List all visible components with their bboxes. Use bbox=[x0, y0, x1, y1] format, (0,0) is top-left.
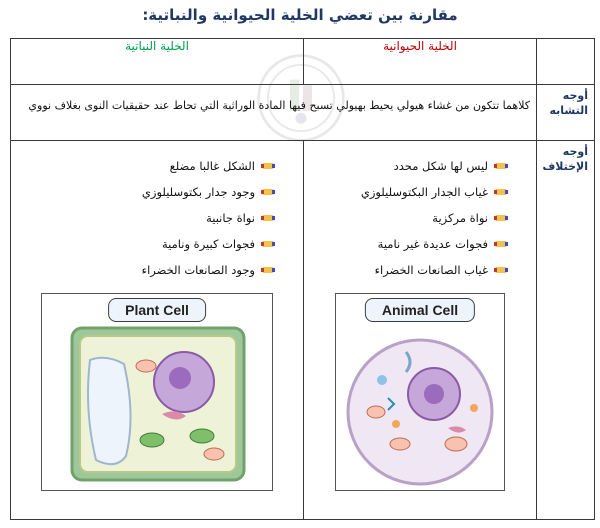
animal-features-list bbox=[304, 141, 536, 283]
plant-column bbox=[11, 141, 304, 520]
list-item bbox=[11, 153, 275, 179]
pointing-hand-icon bbox=[494, 263, 508, 277]
plant-feature-text: وجود جدار بكتوسليلوزي bbox=[141, 185, 255, 199]
plant-cell-diagram bbox=[42, 294, 272, 490]
plant-feature-text: الشكل غالبا مضلع bbox=[169, 159, 255, 173]
plant-features-list bbox=[11, 141, 303, 283]
list-item bbox=[304, 231, 508, 257]
pointing-hand-icon bbox=[261, 237, 275, 251]
plant-cell-figure bbox=[41, 293, 273, 491]
header-row bbox=[11, 39, 595, 85]
animal-feature-text: نواة مركزية bbox=[432, 211, 488, 225]
similarity-text: كلاهما تتكون من غشاء هيولي يحيط بهيولي تسبح فيها المادة الوراثية التي تحاط عند حقيقيات النوى بغلاف نووي bbox=[11, 85, 537, 141]
plant-header: الخلية النباتية bbox=[11, 39, 304, 85]
animal-feature-text: فجوات عديدة غير نامية bbox=[377, 237, 488, 251]
difference-row bbox=[11, 141, 595, 520]
pointing-hand-icon bbox=[261, 263, 275, 277]
list-item bbox=[11, 205, 275, 231]
animal-feature-text: غياب الجدار البكتوسليلوزي bbox=[360, 185, 488, 199]
pointing-hand-icon bbox=[494, 185, 508, 199]
pointing-hand-icon bbox=[494, 159, 508, 173]
list-item bbox=[304, 205, 508, 231]
animal-cell-figure bbox=[335, 293, 505, 491]
list-item bbox=[11, 179, 275, 205]
similarity-row bbox=[11, 85, 595, 141]
animal-cell-label: Animal Cell bbox=[365, 298, 475, 322]
animal-header: الخلية الحيوانية bbox=[304, 39, 537, 85]
page-title: مقارنة بين تعضي الخلية الحيوانية والنباتية: bbox=[142, 6, 458, 24]
pointing-hand-icon bbox=[261, 159, 275, 173]
plant-feature-text: فجوات كبيرة ونامية bbox=[161, 237, 255, 251]
pointing-hand-icon bbox=[261, 211, 275, 225]
plant-feature-text: وجود الصانعات الخضراء bbox=[141, 263, 255, 277]
animal-feature-text: ليس لها شكل محدد bbox=[393, 159, 488, 173]
comparison-table bbox=[10, 38, 595, 520]
pointing-hand-icon bbox=[261, 185, 275, 199]
similarity-label: أوجه التشابه bbox=[537, 85, 595, 141]
pointing-hand-icon bbox=[494, 237, 508, 251]
plant-feature-text: نواة جانبية bbox=[206, 211, 255, 225]
plant-cell-label: Plant Cell bbox=[108, 298, 206, 322]
list-item bbox=[304, 153, 508, 179]
animal-cell-diagram bbox=[336, 294, 504, 490]
animal-column bbox=[304, 141, 537, 520]
list-item bbox=[11, 231, 275, 257]
pointing-hand-icon bbox=[494, 211, 508, 225]
animal-feature-text: غياب الصانعات الخضراء bbox=[374, 263, 488, 277]
list-item bbox=[11, 257, 275, 283]
list-item bbox=[304, 179, 508, 205]
list-item bbox=[304, 257, 508, 283]
corner-cell bbox=[537, 39, 595, 85]
difference-label: أوجه الإختلاف bbox=[537, 141, 595, 520]
